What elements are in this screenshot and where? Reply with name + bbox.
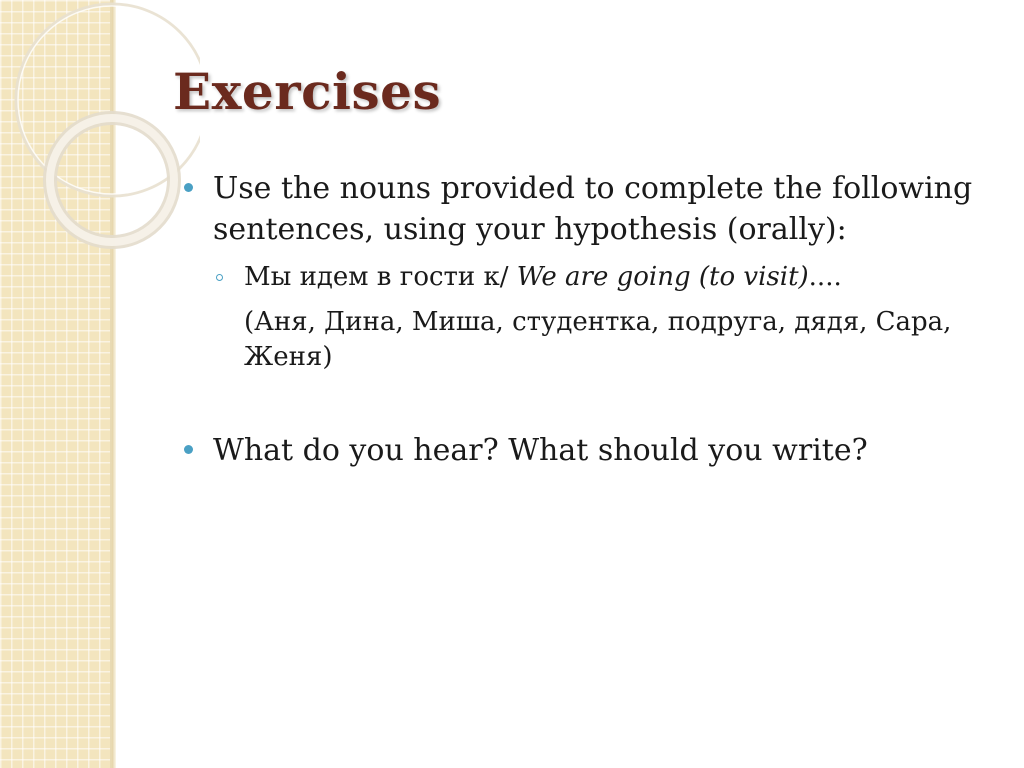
sub-bullet-text-english: We are going (to visit): [516, 262, 809, 292]
sub-bullet-ellipsis: ....: [808, 262, 842, 292]
bullet-dot-icon: [184, 183, 193, 192]
sub-bullet-item: [213, 260, 974, 295]
bullet-item: [184, 168, 974, 250]
sidebar-edge: [112, 0, 116, 768]
hollow-bullet-icon: [216, 274, 223, 281]
bullet-text: Use the nouns provided to complete the following sentences, using your hypothesis (orally):: [213, 171, 973, 247]
sub-bullet-text-russian: Мы идем в гости к/: [244, 262, 517, 292]
decorative-sidebar: [0, 0, 112, 768]
bullet-dot-icon: [184, 445, 193, 454]
bullet-item: [184, 430, 974, 471]
noun-list: (Аня, Дина, Миша, студентка, подруга, дядя, Сара, Женя): [244, 307, 952, 372]
slide-title: Exercises: [173, 62, 442, 121]
bullet-text: What do you hear? What should you write?: [213, 433, 868, 468]
slide-content: [184, 168, 974, 471]
